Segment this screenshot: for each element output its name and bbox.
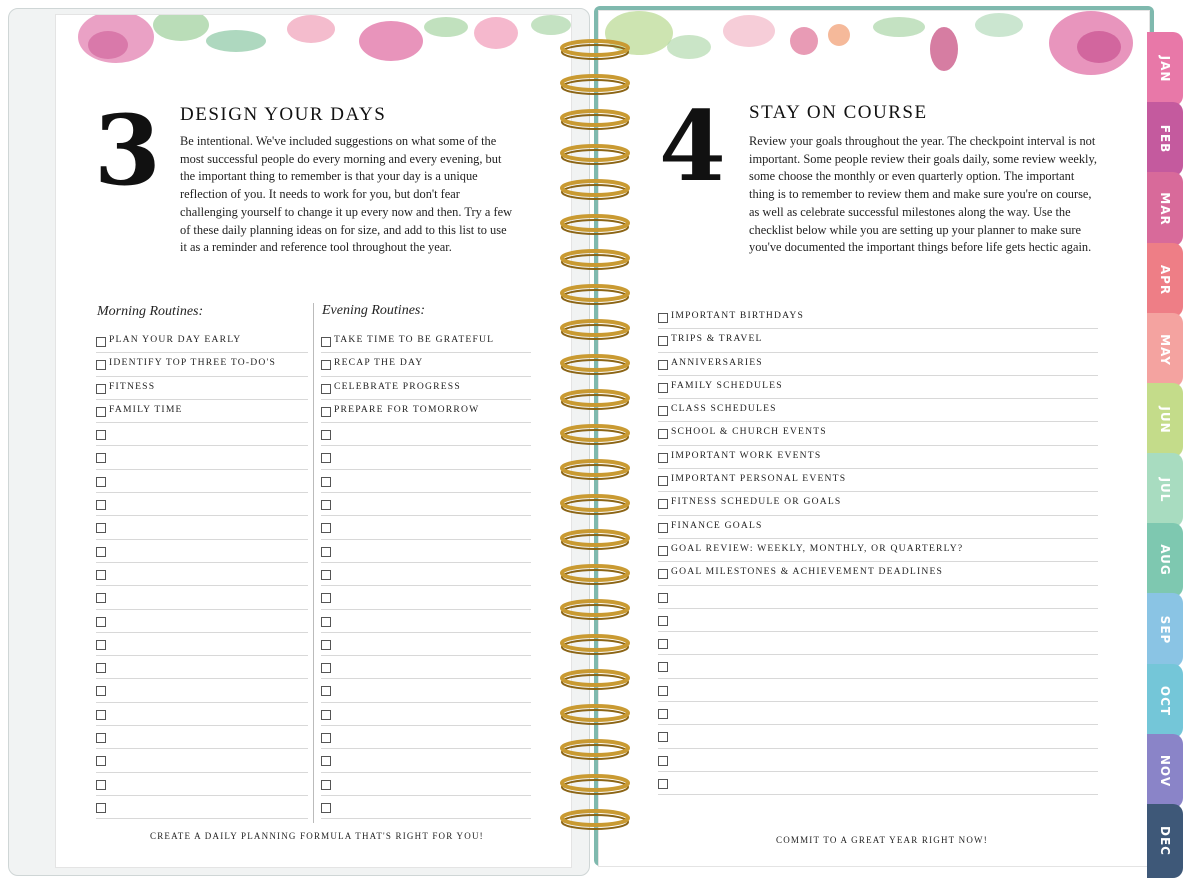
evening-item-row (321, 656, 531, 679)
evening-item-row (321, 516, 531, 539)
morning-item-label: FITNESS (109, 380, 156, 392)
step-number: 3 (94, 94, 161, 207)
checkbox[interactable] (321, 500, 331, 510)
tab-label: FEB (1158, 124, 1172, 154)
spiral-ring (562, 741, 628, 759)
checkbox[interactable] (321, 477, 331, 487)
spiral-ring (562, 776, 628, 794)
checkbox[interactable] (658, 732, 668, 742)
checkbox[interactable] (658, 662, 668, 672)
evening-item-row (321, 377, 531, 400)
morning-item-row (96, 610, 308, 633)
checkbox[interactable] (96, 570, 106, 580)
checkbox[interactable] (96, 710, 106, 720)
morning-item-row (96, 726, 308, 749)
checkbox[interactable] (321, 337, 331, 347)
checkbox[interactable] (321, 803, 331, 813)
checkbox[interactable] (321, 733, 331, 743)
checkbox[interactable] (96, 617, 106, 627)
spiral-ring (562, 391, 628, 409)
checklist-item-row (658, 562, 1098, 585)
tab-aug[interactable] (1147, 523, 1183, 597)
checkbox[interactable] (658, 336, 668, 346)
checkbox[interactable] (321, 617, 331, 627)
paragraph-line: important. Some people review their goals daily, some review weekly, (749, 151, 1097, 166)
checkbox[interactable] (321, 407, 331, 417)
checkbox[interactable] (658, 313, 668, 323)
checkbox[interactable] (96, 430, 106, 440)
tab-oct[interactable] (1147, 664, 1183, 738)
checkbox[interactable] (658, 779, 668, 789)
checkbox[interactable] (96, 547, 106, 557)
checklist-item-row (658, 586, 1098, 609)
evening-item-row (321, 679, 531, 702)
checklist-item-label: ANNIVERSARIES (671, 356, 763, 368)
evening-item-row (321, 586, 531, 609)
morning-item-row (96, 330, 308, 353)
checklist-item-row (658, 539, 1098, 562)
paragraph-line: some choose the monthly or even quarterly option. The important (749, 169, 1075, 184)
tab-jun[interactable] (1147, 383, 1183, 457)
checklist-item-row (658, 772, 1098, 795)
checkbox[interactable] (321, 453, 331, 463)
checkbox[interactable] (658, 429, 668, 439)
morning-item-row (96, 446, 308, 469)
evening-item-row (321, 493, 531, 516)
checklist-item-row (658, 329, 1098, 352)
checkbox[interactable] (658, 383, 668, 393)
evening-item-row (321, 330, 531, 353)
evening-item-row (321, 353, 531, 376)
floral-header-left (56, 15, 571, 105)
tab-label: NOV (1158, 754, 1172, 787)
step-number: 4 (659, 90, 726, 203)
checkbox[interactable] (96, 733, 106, 743)
spiral-ring (562, 356, 628, 374)
checklist-item-row (658, 725, 1098, 748)
spiral-ring (562, 671, 628, 689)
checkbox[interactable] (321, 686, 331, 696)
spiral-ring (562, 146, 628, 164)
checkbox[interactable] (96, 593, 106, 603)
checkbox[interactable] (321, 756, 331, 766)
evening-item-label: PREPARE FOR TOMORROW (334, 403, 480, 415)
morning-item-row (96, 516, 308, 539)
tab-label: JAN (1158, 55, 1172, 83)
column-divider (313, 303, 314, 823)
checklist-item-row (658, 446, 1098, 469)
paragraph-line: you've documented the important things before life gets hectic again. (749, 240, 1092, 255)
morning-item-row (96, 493, 308, 516)
checkbox[interactable] (658, 476, 668, 486)
checklist-item-row (658, 306, 1098, 329)
checkbox[interactable] (658, 756, 668, 766)
checklist-item-row (658, 376, 1098, 399)
evening-item-label: TAKE TIME TO BE GRATEFUL (334, 334, 495, 345)
checkbox[interactable] (96, 477, 106, 487)
spiral-ring (562, 41, 628, 59)
checklist-item-row (658, 655, 1098, 678)
paragraph-line: the important thing to remember is that your day is a unique (180, 169, 478, 184)
evening-item-row (321, 633, 531, 656)
morning-item-row (96, 400, 308, 423)
evening-item-row (321, 540, 531, 563)
month-tabs (1147, 32, 1185, 874)
morning-item-row (96, 423, 308, 446)
paragraph-line: Review your goals throughout the year. The checkpoint interval is not (749, 134, 1096, 148)
checklist-item-row (658, 609, 1098, 632)
checkbox[interactable] (321, 384, 331, 394)
spiral-ring (562, 531, 628, 549)
morning-item-row (96, 749, 308, 772)
checkbox[interactable] (658, 639, 668, 649)
checkbox[interactable] (96, 523, 106, 533)
checkbox[interactable] (96, 640, 106, 650)
checklist-item-label: FINANCE GOALS (671, 519, 763, 531)
spiral-ring (562, 181, 628, 199)
tab-label: DEC (1158, 825, 1172, 856)
tab-label: SEP (1158, 616, 1172, 645)
checklist-item-row (658, 632, 1098, 655)
spiral-ring (562, 76, 628, 94)
evening-checklist (321, 330, 531, 819)
spiral-ring (562, 461, 628, 479)
checkbox[interactable] (658, 453, 668, 463)
paragraph-line: checklist below while you are setting up your planner to make sure (749, 222, 1082, 237)
checkbox[interactable] (658, 616, 668, 626)
checkbox[interactable] (321, 780, 331, 790)
paragraph-line: reflection of you. It needs to work for you, but don't fear (180, 187, 460, 202)
evening-item-row (321, 749, 531, 772)
morning-item-label: FAMILY TIME (109, 403, 183, 415)
right-page (598, 10, 1150, 867)
morning-item-row (96, 586, 308, 609)
tab-nov[interactable] (1147, 734, 1183, 808)
intro-paragraph (180, 133, 560, 257)
evening-item-row (321, 610, 531, 633)
checkbox[interactable] (96, 337, 106, 347)
tab-jan[interactable] (1147, 32, 1183, 106)
morning-item-row (96, 703, 308, 726)
evening-item-row (321, 773, 531, 796)
evening-item-row (321, 726, 531, 749)
paragraph-line: Be intentional. We've included suggestions on what some of the (180, 134, 497, 148)
checkbox[interactable] (96, 780, 106, 790)
checkbox[interactable] (321, 360, 331, 370)
spiral-ring (562, 111, 628, 129)
checkbox[interactable] (321, 547, 331, 557)
tab-feb[interactable] (1147, 102, 1183, 176)
evening-item-row (321, 400, 531, 423)
checklist-item-label: GOAL MILESTONES & ACHIEVEMENT DEADLINES (671, 566, 944, 578)
checklist-item-row (658, 702, 1098, 725)
spiral-ring (562, 251, 628, 269)
tab-sep[interactable] (1147, 593, 1183, 667)
spiral-ring (562, 636, 628, 654)
paragraph-line: as well as celebrate successful milestones along the way. Use the (749, 204, 1071, 219)
spiral-ring (562, 601, 628, 619)
spiral-ring (562, 216, 628, 234)
evening-item-row (321, 563, 531, 586)
paragraph-line: of these daily planning ideas on for size, and add to this list to use (180, 222, 507, 237)
spiral-ring (562, 566, 628, 584)
paragraph-line: challenging yourself to change it up every now and then. Try a few (180, 204, 513, 219)
morning-item-label: IDENTIFY TOP THREE TO-DO'S (109, 357, 276, 369)
checkbox[interactable] (96, 384, 106, 394)
tab-apr[interactable] (1147, 243, 1183, 317)
evening-item-label: CELEBRATE PROGRESS (334, 380, 461, 392)
checkbox[interactable] (96, 407, 106, 417)
left-footer: CREATE A DAILY PLANNING FORMULA THAT'S RIGHT FOR YOU! (150, 831, 484, 841)
checkbox[interactable] (658, 593, 668, 603)
morning-item-row (96, 656, 308, 679)
checkbox[interactable] (321, 593, 331, 603)
tab-may[interactable] (1147, 313, 1183, 387)
checkbox[interactable] (96, 663, 106, 673)
morning-item-row (96, 633, 308, 656)
checklist-item-row (658, 679, 1098, 702)
intro-paragraph (749, 133, 1129, 257)
morning-item-row (96, 679, 308, 702)
tab-dec[interactable] (1147, 804, 1183, 878)
checkbox[interactable] (321, 663, 331, 673)
checkbox[interactable] (658, 686, 668, 696)
tab-jul[interactable] (1147, 453, 1183, 527)
checkbox[interactable] (96, 360, 106, 370)
spiral-ring (562, 706, 628, 724)
checklist-item-row (658, 492, 1098, 515)
checkbox[interactable] (321, 523, 331, 533)
evening-item-row (321, 446, 531, 469)
right-footer: COMMIT TO A GREAT YEAR RIGHT NOW! (776, 835, 988, 845)
morning-item-row (96, 796, 308, 819)
checkbox[interactable] (658, 523, 668, 533)
evening-item-row (321, 423, 531, 446)
morning-checklist (96, 330, 308, 819)
checkbox[interactable] (96, 803, 106, 813)
morning-item-row (96, 773, 308, 796)
checklist-item-row (658, 353, 1098, 376)
morning-routines-title: Morning Routines: (97, 304, 204, 319)
checkbox[interactable] (96, 500, 106, 510)
checkbox[interactable] (658, 406, 668, 416)
morning-item-row (96, 353, 308, 376)
course-checklist (658, 306, 1098, 795)
checkbox[interactable] (96, 453, 106, 463)
spiral-ring (562, 286, 628, 304)
evening-item-row (321, 470, 531, 493)
evening-item-row (321, 703, 531, 726)
checkbox[interactable] (96, 686, 106, 696)
checklist-item-row (658, 422, 1098, 445)
checklist-item-label: TRIPS & TRAVEL (671, 333, 763, 345)
checklist-item-label: GOAL REVIEW: WEEKLY, MONTHLY, OR QUARTERLY? (671, 542, 964, 554)
tab-label: AUG (1158, 544, 1172, 576)
section-heading: STAY ON COURSE (749, 102, 928, 123)
spiral-ring (562, 321, 628, 339)
checkbox[interactable] (321, 640, 331, 650)
tab-label: JUL (1158, 477, 1172, 503)
section-heading: DESIGN YOUR DAYS (180, 104, 387, 125)
checklist-item-label: IMPORTANT WORK EVENTS (671, 449, 822, 461)
checkbox[interactable] (321, 570, 331, 580)
tab-label: JUN (1158, 406, 1172, 434)
checkbox[interactable] (321, 430, 331, 440)
checkbox[interactable] (321, 710, 331, 720)
paragraph-line: thing is to remember to review them and make sure you're on course, (749, 187, 1092, 202)
tab-mar[interactable] (1147, 172, 1183, 246)
checklist-item-row (658, 749, 1098, 772)
spiral-ring (562, 426, 628, 444)
checklist-item-label: IMPORTANT PERSONAL EVENTS (671, 473, 847, 485)
checkbox[interactable] (658, 360, 668, 370)
tab-label: OCT (1158, 685, 1172, 716)
tab-label: APR (1158, 264, 1172, 295)
checklist-item-label: SCHOOL & CHURCH EVENTS (671, 426, 827, 438)
spiral-binding (555, 38, 635, 846)
checklist-item-row (658, 399, 1098, 422)
morning-item-row (96, 540, 308, 563)
spiral-ring (562, 496, 628, 514)
checklist-item-label: IMPORTANT BIRTHDAYS (671, 310, 805, 321)
checkbox[interactable] (658, 709, 668, 719)
checklist-item-row (658, 469, 1098, 492)
checkbox[interactable] (658, 569, 668, 579)
morning-item-label: PLAN YOUR DAY EARLY (109, 334, 242, 345)
checkbox[interactable] (96, 756, 106, 766)
checklist-item-row (658, 516, 1098, 539)
paragraph-line: most successful people do every morning and every evening, but (180, 151, 502, 166)
evening-item-label: RECAP THE DAY (334, 357, 424, 369)
checklist-item-label: FAMILY SCHEDULES (671, 379, 783, 391)
checklist-item-label: CLASS SCHEDULES (671, 403, 777, 415)
morning-item-row (96, 563, 308, 586)
morning-item-row (96, 470, 308, 493)
checkbox[interactable] (658, 546, 668, 556)
left-page (55, 14, 572, 868)
checkbox[interactable] (658, 499, 668, 509)
paragraph-line: it as a reminder and reference tool throughout the year. (180, 240, 452, 255)
tab-label: MAY (1158, 333, 1172, 366)
evening-item-row (321, 796, 531, 819)
evening-routines-title: Evening Routines: (322, 303, 426, 318)
morning-item-row (96, 377, 308, 400)
tab-label: MAR (1158, 192, 1172, 227)
floral-header-right (599, 11, 1149, 101)
checklist-item-label: FITNESS SCHEDULE OR GOALS (671, 496, 842, 508)
spiral-ring (562, 811, 628, 829)
